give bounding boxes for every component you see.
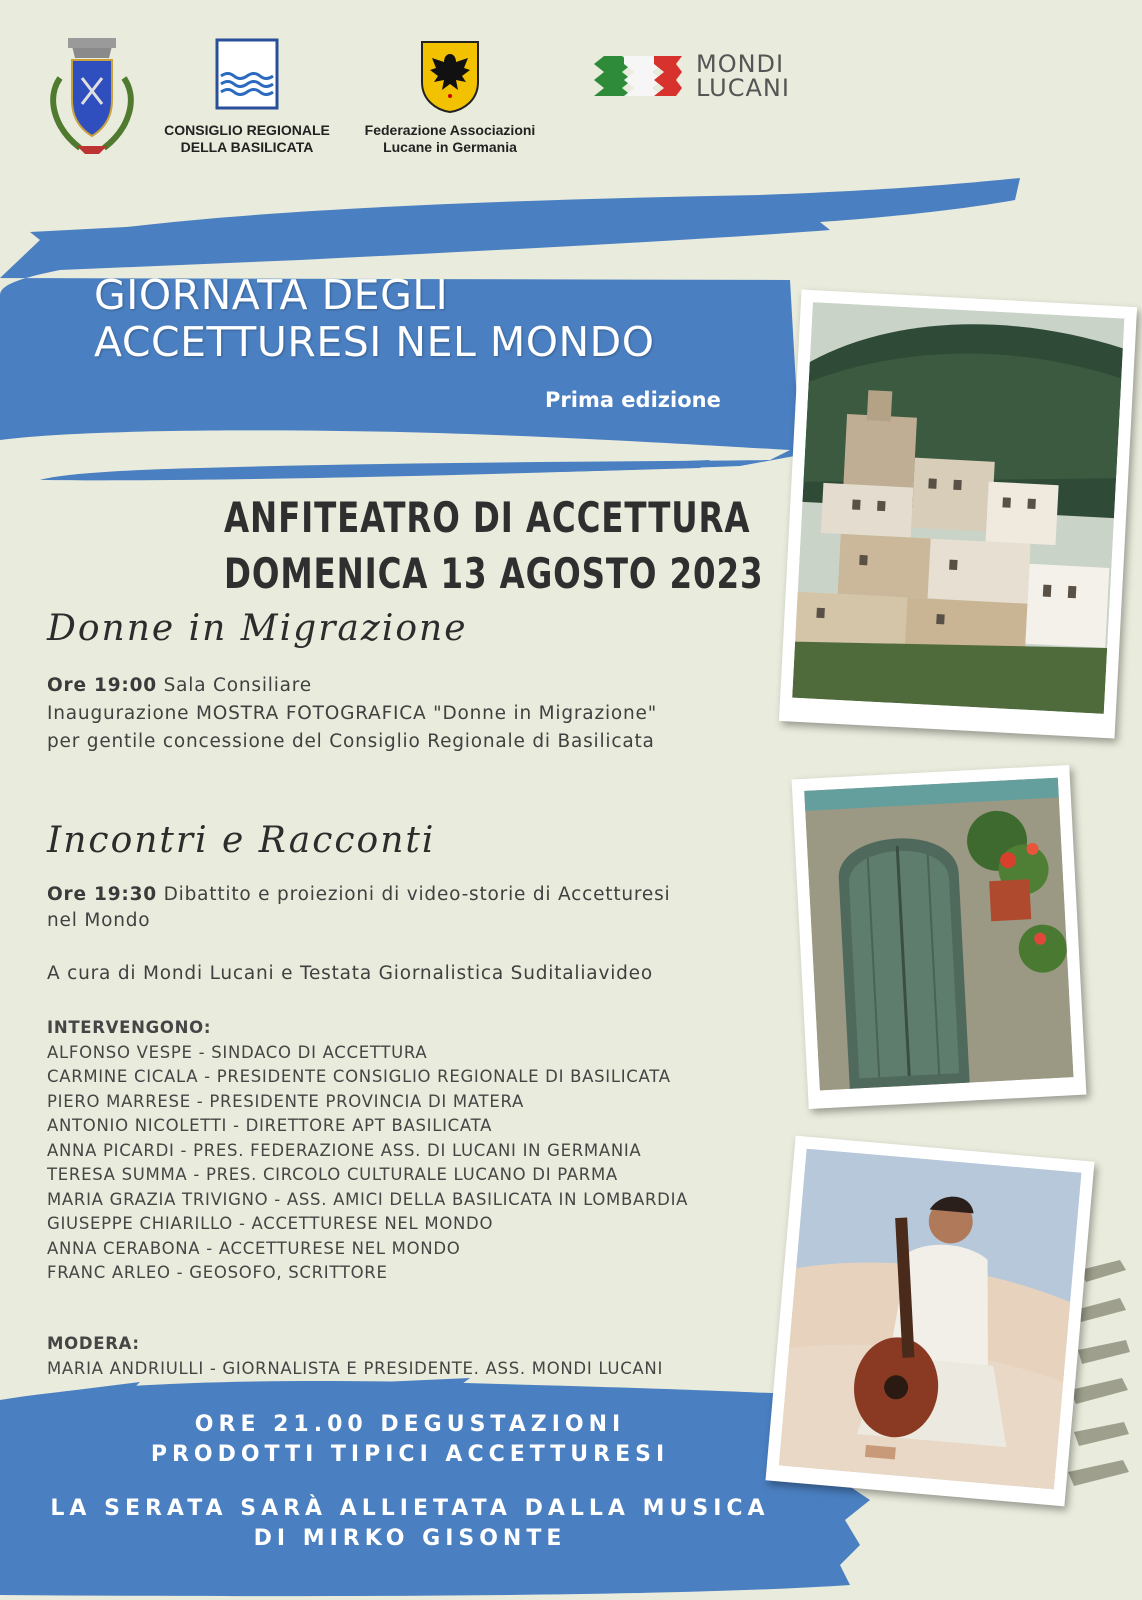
mondi-lucani-flag-icon xyxy=(590,50,686,102)
section1-body xyxy=(47,672,657,756)
speaker-item: ALFONSO VESPE - SINDACO DI ACCETTURA xyxy=(47,1042,428,1062)
tasting-line2: PRODOTTI TIPICI ACCETTURESI xyxy=(150,1442,670,1467)
speaker-item: ANNA CERABONA - ACCETTURESE NEL MONDO xyxy=(47,1238,461,1258)
coat-of-arms-icon xyxy=(42,38,142,160)
regione-label xyxy=(160,122,334,156)
section2-desc1: Dibattito e proiezioni di video-storie di Accetturesi xyxy=(156,884,671,905)
mondi-lucani-text xyxy=(696,52,790,100)
speaker-item: ANTONIO NICOLETTI - DIRETTORE APT BASILICATA xyxy=(47,1116,493,1135)
date-line: DOMENICA 13 AGOSTO 2023 xyxy=(224,549,764,598)
event-title-line1: GIORNATA DEGLI xyxy=(94,271,449,319)
section2-desc2: nel Mondo xyxy=(47,910,151,931)
speaker-item: FRANC ARLEO - GEOSOFO, SCRITTORE xyxy=(47,1263,388,1282)
german-eagle-icon xyxy=(420,40,480,114)
door-image xyxy=(804,778,1073,1091)
moderator-name: MARIA ANDRIULLI - GIORNALISTA E PRESIDENTE. ASS. MONDI LUCANI xyxy=(47,1358,664,1378)
federazione-logo xyxy=(350,40,550,156)
edition-label: Prima edizione xyxy=(545,388,721,412)
venue-date xyxy=(224,490,763,602)
speaker-item: ANNA PICARDI - PRES. FEDERAZIONE ASS. DI LUCANI IN GERMANIA xyxy=(47,1140,642,1160)
village-photo xyxy=(779,290,1137,739)
event-title-line2: ACCETTURESI NEL MONDO xyxy=(94,318,655,366)
venue-line: ANFITEATRO DI ACCETTURA xyxy=(224,493,751,542)
moderator-block xyxy=(47,1332,663,1381)
consiglio-regionale-logo xyxy=(160,38,334,156)
lucani-text: LUCANI xyxy=(696,74,790,102)
section1-place: Sala Consiliare xyxy=(156,675,312,696)
section1-line1 xyxy=(47,672,657,700)
speaker-item: TERESA SUMMA - PRES. CIRCOLO CULTURALE LUCANO DI PARMA xyxy=(47,1165,618,1184)
mondi-text: MONDI xyxy=(696,50,785,78)
section2-body xyxy=(47,882,671,934)
music-info xyxy=(0,1494,820,1554)
music-line2: DI MIRKO GISONTE xyxy=(253,1526,567,1551)
section1-line2: Inaugurazione MOSTRA FOTOGRAFICA "Donne in Migrazione" xyxy=(47,703,658,724)
federazione-label-line1: Federazione Associazioni xyxy=(364,122,536,138)
section2-line1 xyxy=(47,882,671,908)
federazione-label xyxy=(350,122,550,156)
tasting-line1: ORE 21.00 DEGUSTAZIONI xyxy=(194,1412,626,1437)
moderator-heading: MODERA: xyxy=(47,1334,140,1353)
event-title xyxy=(94,272,655,366)
curated-by: A cura di Mondi Lucani e Testata Giornalistica Suditaliavideo xyxy=(47,963,653,984)
section-title-incontri: Incontri e Racconti xyxy=(47,820,436,861)
guitarist-image xyxy=(779,1149,1082,1490)
guitarist-photo xyxy=(765,1136,1094,1507)
federazione-label-line2: Lucane in Germania xyxy=(383,139,517,155)
accettura-coat-of-arms-logo xyxy=(42,38,142,160)
speakers-list xyxy=(47,1016,688,1286)
regione-label-line1: CONSIGLIO REGIONALE xyxy=(164,122,330,138)
section1-time: Ore 19:00 xyxy=(47,675,157,696)
regione-label-line2: DELLA BASILICATA xyxy=(180,139,314,155)
tasting-info xyxy=(0,1410,820,1470)
speaker-item: MARIA GRAZIA TRIVIGNO - ASS. AMICI DELLA BASILICATA IN LOMBARDIA xyxy=(47,1189,689,1209)
section-title-donne: Donne in Migrazione xyxy=(47,608,468,649)
speaker-item: PIERO MARRESE - PRESIDENTE PROVINCIA DI MATERA xyxy=(47,1091,524,1111)
speaker-item: CARMINE CICALA - PRESIDENTE CONSIGLIO REGIONALE DI BASILICATA xyxy=(47,1067,671,1086)
mondi-lucani-logo xyxy=(590,50,800,106)
village-image xyxy=(792,302,1124,714)
music-line1: LA SERATA SARÀ ALLIETATA DALLA MUSICA xyxy=(50,1496,770,1521)
section2-time: Ore 19:30 xyxy=(47,884,157,905)
section1-line3: per gentile concessione del Consiglio Regionale di Basilicata xyxy=(47,731,655,752)
regione-basilicata-icon xyxy=(215,38,279,110)
speaker-item: GIUSEPPE CHIARILLO - ACCETTURESE NEL MONDO xyxy=(47,1214,494,1233)
bottom-brush-stroke xyxy=(0,1370,900,1600)
speakers-heading: INTERVENGONO: xyxy=(47,1018,212,1037)
door-photo xyxy=(792,765,1087,1109)
